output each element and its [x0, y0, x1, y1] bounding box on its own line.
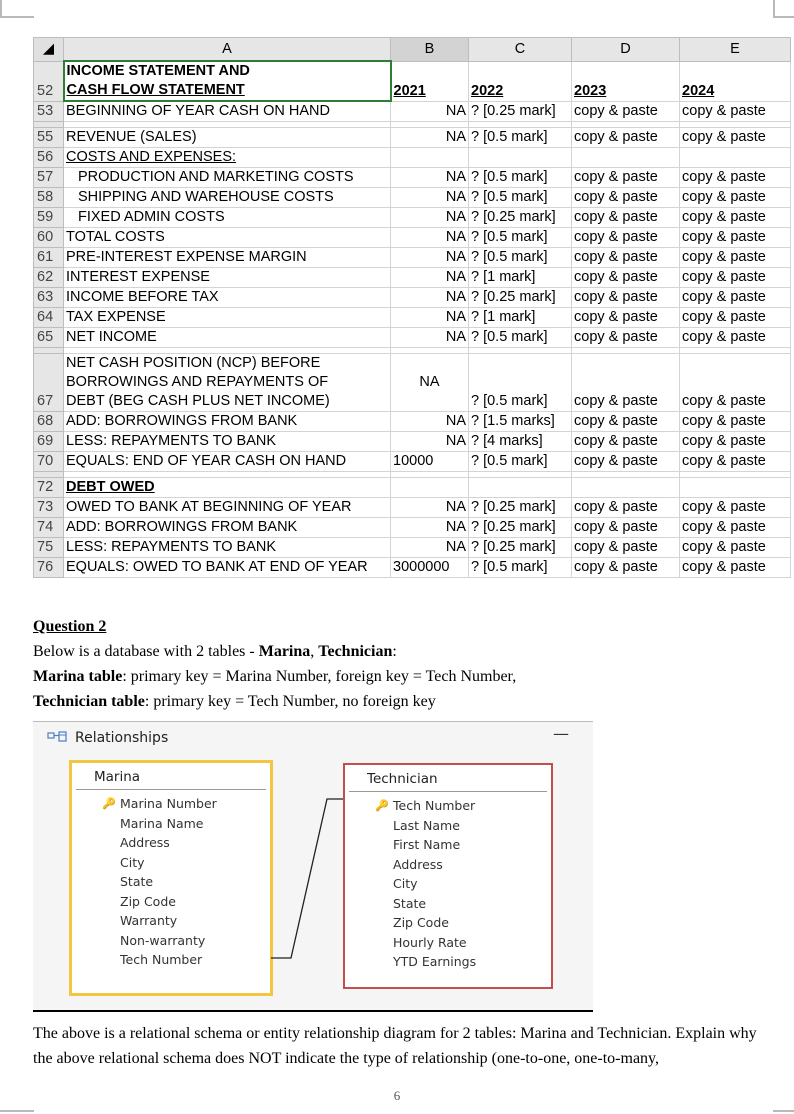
cell-year-2024[interactable]: 2024	[680, 61, 791, 101]
cell-c[interactable]: ? [0.5 mark]	[469, 248, 572, 268]
cell-e[interactable]: copy & paste	[680, 498, 791, 518]
cell-d[interactable]: copy & paste	[572, 354, 680, 412]
table-row	[34, 498, 791, 518]
row-number[interactable]: 60	[34, 228, 64, 248]
intro-sep: ,	[310, 643, 319, 660]
cell-d[interactable]: copy & paste	[572, 168, 680, 188]
cell-c[interactable]: ? [1 mark]	[469, 268, 572, 288]
cell-c[interactable]: ? [0.5 mark]	[469, 168, 572, 188]
cell-c[interactable]: ? [0.5 mark]	[469, 452, 572, 472]
cell-c[interactable]: ? [1 mark]	[469, 308, 572, 328]
field-label: Tech Number	[120, 952, 203, 967]
cell-d[interactable]: copy & paste	[572, 538, 680, 558]
spreadsheet	[33, 37, 791, 578]
row-number[interactable]: 57	[34, 168, 64, 188]
row-number[interactable]: 69	[34, 432, 64, 452]
cell-e[interactable]: copy & paste	[680, 128, 791, 148]
field-label: First Name	[393, 837, 461, 852]
list-item[interactable]	[72, 872, 270, 892]
cell-c[interactable]	[469, 478, 572, 498]
relationships-window	[33, 721, 593, 1012]
field-label: Warranty	[120, 913, 178, 928]
ncp-line2: BORROWINGS AND REPAYMENTS OF	[66, 374, 329, 390]
ncp-line1: NET CASH POSITION (NCP) BEFORE	[66, 355, 321, 371]
table-row	[34, 101, 791, 122]
cell-e[interactable]: copy & paste	[680, 101, 791, 122]
row-number[interactable]: 61	[34, 248, 64, 268]
cell-b[interactable]: NA	[391, 432, 469, 452]
title-line2: CASH FLOW STATEMENT	[66, 82, 245, 98]
row-number[interactable]: 53	[34, 101, 64, 122]
marina-table-name: Marina	[76, 763, 266, 790]
cell-a[interactable]: INCOME BEFORE TAX	[64, 288, 391, 308]
cell-b[interactable]: NA	[391, 538, 469, 558]
cell-c[interactable]: ? [0.25 mark]	[469, 288, 572, 308]
technician-table-desc	[33, 689, 436, 714]
table-row	[34, 148, 791, 168]
minimize-button[interactable]: —	[553, 724, 569, 743]
cell-a[interactable]: PRE-INTEREST EXPENSE MARGIN	[64, 248, 391, 268]
cell-e[interactable]	[680, 148, 791, 168]
cell-year-2021[interactable]: 2021	[391, 61, 469, 101]
marina-field-list	[72, 790, 270, 970]
table-row	[34, 308, 791, 328]
list-item[interactable]	[345, 933, 551, 953]
marina-label: Marina table	[33, 668, 123, 685]
row-number[interactable]: 65	[34, 328, 64, 348]
table-row	[34, 268, 791, 288]
row-number[interactable]: 58	[34, 188, 64, 208]
cell-e[interactable]: copy & paste	[680, 208, 791, 228]
cell-d[interactable]: copy & paste	[572, 101, 680, 122]
cell-b[interactable]: NA	[391, 498, 469, 518]
cell-a[interactable]: PRODUCTION AND MARKETING COSTS	[64, 168, 391, 188]
row-number[interactable]: 52	[34, 61, 64, 101]
cell-d[interactable]: copy & paste	[572, 208, 680, 228]
cell-e[interactable]: copy & paste	[680, 168, 791, 188]
cell-a[interactable]: SHIPPING AND WAREHOUSE COSTS	[64, 188, 391, 208]
row-number[interactable]: 64	[34, 308, 64, 328]
cell-b[interactable]: NA	[391, 208, 469, 228]
row-number[interactable]: 59	[34, 208, 64, 228]
cell-d[interactable]: copy & paste	[572, 328, 680, 348]
cell-e[interactable]: copy & paste	[680, 452, 791, 472]
cell-b[interactable]: NA	[391, 228, 469, 248]
marina-table-desc	[33, 664, 516, 689]
cell-d[interactable]: copy & paste	[572, 288, 680, 308]
ncp-line3: DEBT (BEG CASH PLUS NET INCOME)	[66, 393, 330, 409]
field-label: Zip Code	[120, 893, 176, 909]
cell-c[interactable]: ? [0.5 mark]	[469, 188, 572, 208]
column-header-a[interactable]: A	[64, 38, 391, 62]
cell-a[interactable]: DEBT OWED	[64, 478, 391, 498]
list-item[interactable]	[345, 894, 551, 914]
primary-key-icon: 🔑	[375, 799, 389, 812]
cell-e[interactable]: copy & paste	[680, 412, 791, 432]
marina-text: : primary key = Marina Number, foreign key = Tech Number,	[122, 668, 517, 685]
column-header-e[interactable]: E	[680, 38, 791, 62]
field-label: Address	[120, 835, 170, 850]
row-number[interactable]: 73	[34, 498, 64, 518]
cell-a[interactable]: REVENUE (SALES)	[64, 128, 391, 148]
cell-a[interactable]: NET INCOME	[64, 328, 391, 348]
table-row	[34, 412, 791, 432]
cell-b[interactable]: 10000	[391, 452, 469, 472]
cell-e[interactable]: copy & paste	[680, 432, 791, 452]
cell-c[interactable]: ? [0.25 mark]	[469, 101, 572, 122]
cell-a[interactable]: ADD: BORROWINGS FROM BANK	[64, 412, 391, 432]
column-header-d[interactable]: D	[572, 38, 680, 62]
table-row	[34, 478, 791, 498]
cell-c[interactable]: ? [0.5 mark]	[469, 228, 572, 248]
cell-e[interactable]: copy & paste	[680, 558, 791, 578]
explain-paragraph: The above is a relational schema or entity relationship diagram for 2 tables: Marina and Technician. Explain why the above relational schema does NOT indicate the type of relationship (one-to-one, one-to-many,	[33, 1025, 757, 1067]
relationship-line[interactable]	[269, 782, 349, 972]
technician-field-list	[345, 792, 551, 972]
cell-d[interactable]: copy & paste	[572, 128, 680, 148]
list-item[interactable]	[72, 814, 270, 834]
cell-b[interactable]: 3000000	[391, 558, 469, 578]
cell-e[interactable]: copy & paste	[680, 288, 791, 308]
cell-c[interactable]: ? [0.25 mark]	[469, 208, 572, 228]
list-item[interactable]	[72, 931, 270, 951]
table-row	[34, 288, 791, 308]
cell-c[interactable]: ? [0.5 mark]	[469, 328, 572, 348]
cell-c[interactable]	[469, 148, 572, 168]
row-number[interactable]: 56	[34, 148, 64, 168]
cell-e[interactable]: copy & paste	[680, 268, 791, 288]
list-item[interactable]	[72, 833, 270, 853]
cell-c[interactable]: ? [0.25 mark]	[469, 518, 572, 538]
table-row	[34, 328, 791, 348]
select-all-corner[interactable]: ◢	[34, 38, 64, 62]
field-label: Address	[393, 856, 443, 872]
cell-e[interactable]: copy & paste	[680, 538, 791, 558]
cell-d[interactable]: copy & paste	[572, 518, 680, 538]
relationships-icon	[47, 731, 67, 745]
cell-e[interactable]: copy & paste	[680, 328, 791, 348]
cell-d[interactable]: copy & paste	[572, 452, 680, 472]
cell-c[interactable]: ? [0.5 mark]	[469, 558, 572, 578]
row-number[interactable]: 75	[34, 538, 64, 558]
table-row	[34, 354, 791, 412]
table-row	[34, 558, 791, 578]
cell-d[interactable]: copy & paste	[572, 248, 680, 268]
list-item[interactable]	[345, 952, 551, 972]
cell-a[interactable]: ADD: BORROWINGS FROM BANK	[64, 518, 391, 538]
cell-a[interactable]: BEGINNING OF YEAR CASH ON HAND	[64, 101, 391, 122]
table-row	[34, 538, 791, 558]
cell-b[interactable]: NA	[391, 128, 469, 148]
cell-a[interactable]: TAX EXPENSE	[64, 308, 391, 328]
field-label: YTD Earnings	[393, 954, 477, 969]
table-row	[34, 168, 791, 188]
cell-a[interactable]: LESS: REPAYMENTS TO BANK	[64, 432, 391, 452]
cell-d[interactable]: copy & paste	[572, 558, 680, 578]
cell-title[interactable]	[64, 61, 391, 101]
cell-year-2022[interactable]: 2022	[469, 61, 572, 101]
cell-b[interactable]: NA	[391, 268, 469, 288]
list-item[interactable]	[345, 816, 551, 836]
cell-b[interactable]	[391, 148, 469, 168]
row-number[interactable]: 70	[34, 452, 64, 472]
question-intro	[33, 639, 397, 664]
row-number[interactable]: 67	[34, 354, 64, 412]
list-item[interactable]	[72, 853, 270, 873]
cell-a[interactable]: OWED TO BANK AT BEGINNING OF YEAR	[64, 498, 391, 518]
cell-b[interactable]	[391, 478, 469, 498]
field-label: Hourly Rate	[393, 934, 467, 950]
list-item[interactable]	[345, 855, 551, 875]
table-row	[34, 208, 791, 228]
field-label: Marina Name	[120, 815, 204, 831]
field-label: Tech Number	[393, 798, 476, 813]
field-label: State	[120, 874, 154, 889]
list-item[interactable]	[345, 835, 551, 855]
cell-a[interactable]: FIXED ADMIN COSTS	[64, 208, 391, 228]
relationships-tab[interactable]	[47, 730, 168, 746]
primary-key-icon: 🔑	[102, 797, 116, 810]
tech-label: Technician table	[33, 693, 145, 710]
cell-a-ncp[interactable]	[64, 354, 391, 412]
cell-a[interactable]: EQUALS: END OF YEAR CASH ON HAND	[64, 452, 391, 472]
cell-b[interactable]: NA	[391, 518, 469, 538]
field-label: City	[393, 876, 418, 891]
table-row	[34, 432, 791, 452]
list-item[interactable]	[72, 950, 270, 970]
cell-b[interactable]: NA	[391, 288, 469, 308]
technician-table-box[interactable]	[343, 763, 553, 989]
cell-e[interactable]: copy & paste	[680, 308, 791, 328]
cell-d[interactable]	[572, 478, 680, 498]
field-label: City	[120, 854, 145, 870]
cell-b[interactable]: NA	[391, 328, 469, 348]
field-label: Non-warranty	[120, 932, 206, 948]
field-label: Zip Code	[393, 915, 449, 930]
intro-text: Below is a database with 2 tables -	[33, 643, 259, 660]
cell-a[interactable]: INTEREST EXPENSE	[64, 268, 391, 288]
cell-c[interactable]: ? [1.5 marks]	[469, 412, 572, 432]
cell-e[interactable]: copy & paste	[680, 354, 791, 412]
list-item[interactable]	[72, 911, 270, 931]
cell-b[interactable]: NA	[391, 188, 469, 208]
table-row	[34, 248, 791, 268]
intro-technician: Technician	[318, 643, 393, 660]
cell-e[interactable]: copy & paste	[680, 228, 791, 248]
table-row	[34, 61, 791, 101]
field-label: State	[393, 895, 427, 911]
cell-a[interactable]: COSTS AND EXPENSES:	[64, 148, 391, 168]
row-number[interactable]: 74	[34, 518, 64, 538]
page-number: 6	[393, 1088, 401, 1103]
cell-c[interactable]: ? [0.5 mark]	[469, 354, 572, 412]
row-number[interactable]: 68	[34, 412, 64, 432]
list-item[interactable]	[345, 874, 551, 894]
cell-d[interactable]: copy & paste	[572, 268, 680, 288]
cell-b[interactable]: NA	[391, 101, 469, 122]
cell-e[interactable]: copy & paste	[680, 518, 791, 538]
table-row	[34, 188, 791, 208]
cell-e[interactable]: copy & paste	[680, 188, 791, 208]
cell-d[interactable]: copy & paste	[572, 498, 680, 518]
relationships-title: Relationships	[75, 730, 169, 746]
cell-d[interactable]: copy & paste	[572, 412, 680, 432]
row-number[interactable]: 55	[34, 128, 64, 148]
cell-b[interactable]: NA	[391, 308, 469, 328]
cell-year-2023[interactable]: 2023	[572, 61, 680, 101]
cell-d[interactable]: copy & paste	[572, 432, 680, 452]
cell-c[interactable]: ? [0.5 mark]	[469, 128, 572, 148]
column-header-c[interactable]: C	[469, 38, 572, 62]
crop-mark-bottom-left	[0, 1110, 34, 1112]
list-item[interactable]	[72, 892, 270, 912]
cell-b[interactable]: NA	[391, 412, 469, 432]
table-row	[34, 452, 791, 472]
cell-a[interactable]: LESS: REPAYMENTS TO BANK	[64, 538, 391, 558]
cell-a[interactable]: TOTAL COSTS	[64, 228, 391, 248]
technician-table-name: Technician	[349, 765, 547, 792]
question-heading: Question 2	[33, 618, 107, 635]
cell-d[interactable]	[572, 148, 680, 168]
table-row	[34, 518, 791, 538]
list-item[interactable]	[345, 796, 551, 816]
column-header-row	[34, 38, 791, 62]
intro-marina: Marina	[258, 643, 311, 660]
row-number[interactable]: 63	[34, 288, 64, 308]
field-label: Marina Number	[120, 796, 217, 811]
row-number[interactable]: 76	[34, 558, 64, 578]
field-label: Last Name	[393, 817, 460, 833]
cell-c[interactable]: ? [0.25 mark]	[469, 498, 572, 518]
row-number[interactable]: 72	[34, 478, 64, 498]
crop-mark-bottom-right	[773, 1110, 794, 1112]
title-line1: INCOME STATEMENT AND	[66, 63, 250, 79]
intro-end: :	[392, 643, 397, 660]
cell-b[interactable]: NA	[391, 168, 469, 188]
cell-b[interactable]: NA	[391, 354, 469, 412]
cell-b[interactable]: NA	[391, 248, 469, 268]
cell-c[interactable]: ? [0.25 mark]	[469, 538, 572, 558]
list-item[interactable]	[72, 794, 270, 814]
marina-table-box[interactable]	[69, 760, 273, 996]
cell-e[interactable]	[680, 478, 791, 498]
cell-d[interactable]: copy & paste	[572, 308, 680, 328]
cell-d[interactable]: copy & paste	[572, 188, 680, 208]
list-item[interactable]	[345, 913, 551, 933]
table-row	[34, 228, 791, 248]
tech-text: : primary key = Tech Number, no foreign key	[144, 693, 436, 710]
table-row	[34, 128, 791, 148]
crop-mark-top-left-h	[0, 16, 34, 18]
cell-c[interactable]: ? [4 marks]	[469, 432, 572, 452]
cell-e[interactable]: copy & paste	[680, 248, 791, 268]
cell-a[interactable]: EQUALS: OWED TO BANK AT END OF YEAR	[64, 558, 391, 578]
crop-mark-top-right-h	[773, 16, 794, 18]
row-number[interactable]: 62	[34, 268, 64, 288]
column-header-b[interactable]: B	[391, 38, 469, 62]
cell-d[interactable]: copy & paste	[572, 228, 680, 248]
